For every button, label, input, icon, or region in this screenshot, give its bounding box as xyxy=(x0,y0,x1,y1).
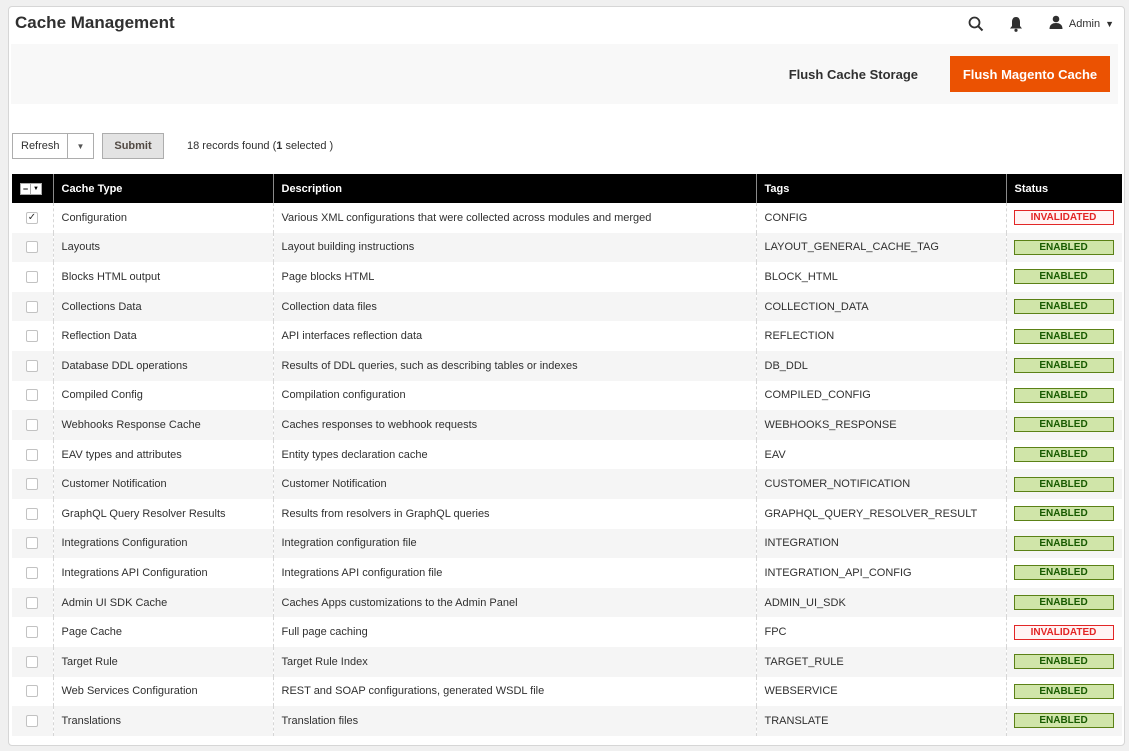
table-row[interactable] xyxy=(12,262,1122,292)
tags-cell: REFLECTION xyxy=(756,321,1006,351)
row-checkbox[interactable] xyxy=(26,508,38,520)
tags-cell: ADMIN_UI_SDK xyxy=(756,588,1006,618)
row-checkbox[interactable] xyxy=(26,597,38,609)
tags-cell: TARGET_RULE xyxy=(756,647,1006,677)
tags-cell: INTEGRATION_API_CONFIG xyxy=(756,558,1006,588)
description-cell: Translation files xyxy=(273,706,756,736)
status-cell xyxy=(1006,351,1122,381)
description-cell: Collection data files xyxy=(273,292,756,322)
cache-type-cell: Layouts xyxy=(53,233,273,263)
tags-cell: GRAPHQL_QUERY_RESOLVER_RESULT xyxy=(756,499,1006,529)
admin-username: Admin xyxy=(1068,18,1101,30)
status-badge: INVALIDATED xyxy=(1014,210,1114,225)
status-cell xyxy=(1006,499,1122,529)
row-checkbox[interactable] xyxy=(26,419,38,431)
cache-type-cell: Reflection Data xyxy=(53,321,273,351)
description-cell: Full page caching xyxy=(273,617,756,647)
flush-cache-storage-button[interactable]: Flush Cache Storage xyxy=(789,61,918,89)
cache-type-cell: Target Rule xyxy=(53,647,273,677)
description-cell: Entity types declaration cache xyxy=(273,440,756,470)
grid-body xyxy=(12,203,1122,736)
status-cell xyxy=(1006,677,1122,707)
status-cell xyxy=(1006,233,1122,263)
status-cell xyxy=(1006,469,1122,499)
row-select-cell xyxy=(12,588,53,618)
status-cell xyxy=(1006,262,1122,292)
row-checkbox[interactable] xyxy=(26,656,38,668)
status-badge: ENABLED xyxy=(1014,506,1114,521)
row-checkbox[interactable] xyxy=(26,567,38,579)
row-select-cell xyxy=(12,529,53,559)
cache-type-cell: Web Services Configuration xyxy=(53,677,273,707)
status-badge: ENABLED xyxy=(1014,240,1114,255)
description-cell: Customer Notification xyxy=(273,469,756,499)
table-row[interactable] xyxy=(12,499,1122,529)
row-select-cell xyxy=(12,706,53,736)
cache-grid xyxy=(12,174,1122,736)
description-cell: Results from resolvers in GraphQL queries xyxy=(273,499,756,529)
records-suffix: selected ) xyxy=(282,140,334,152)
table-row[interactable] xyxy=(12,677,1122,707)
description-cell: API interfaces reflection data xyxy=(273,321,756,351)
user-icon xyxy=(1049,15,1063,34)
row-checkbox[interactable] xyxy=(26,241,38,253)
row-select-cell xyxy=(12,381,53,411)
cache-type-cell: Collections Data xyxy=(53,292,273,322)
description-cell: Target Rule Index xyxy=(273,647,756,677)
records-prefix: 18 records found ( xyxy=(187,140,277,152)
tags-cell: WEBSERVICE xyxy=(756,677,1006,707)
caret-down-icon: ▼ xyxy=(1105,19,1114,29)
row-checkbox[interactable] xyxy=(26,271,38,283)
status-badge: ENABLED xyxy=(1014,477,1114,492)
cache-type-cell: Compiled Config xyxy=(53,381,273,411)
row-checkbox[interactable] xyxy=(26,478,38,490)
status-cell xyxy=(1006,529,1122,559)
status-cell xyxy=(1006,321,1122,351)
tags-cell: CUSTOMER_NOTIFICATION xyxy=(756,469,1006,499)
status-badge: ENABLED xyxy=(1014,269,1114,284)
table-row[interactable] xyxy=(12,558,1122,588)
status-cell xyxy=(1006,588,1122,618)
row-checkbox[interactable] xyxy=(26,301,38,313)
tags-cell: TRANSLATE xyxy=(756,706,1006,736)
row-checkbox[interactable] xyxy=(26,360,38,372)
tags-cell: WEBHOOKS_RESPONSE xyxy=(756,410,1006,440)
status-badge: ENABLED xyxy=(1014,536,1114,551)
tags-cell: CONFIG xyxy=(756,203,1006,233)
mass-select-dropdown-icon[interactable]: ▼ xyxy=(33,185,39,192)
grid-header-row xyxy=(12,174,1122,203)
table-row[interactable] xyxy=(12,233,1122,263)
cache-type-cell: Webhooks Response Cache xyxy=(53,410,273,440)
tags-cell: FPC xyxy=(756,617,1006,647)
records-count xyxy=(187,140,333,152)
table-row[interactable] xyxy=(12,351,1122,381)
cache-type-cell: Integrations API Configuration xyxy=(53,558,273,588)
row-select-cell xyxy=(12,233,53,263)
tags-cell: EAV xyxy=(756,440,1006,470)
description-cell: REST and SOAP configurations, generated WSDL file xyxy=(273,677,756,707)
row-checkbox[interactable] xyxy=(26,389,38,401)
page-header xyxy=(9,7,1124,43)
table-row[interactable] xyxy=(12,381,1122,411)
table-row[interactable] xyxy=(12,588,1122,618)
row-checkbox[interactable] xyxy=(26,330,38,342)
status-badge: ENABLED xyxy=(1014,684,1114,699)
table-row[interactable] xyxy=(12,617,1122,647)
table-row[interactable] xyxy=(12,529,1122,559)
cache-type-cell: Customer Notification xyxy=(53,469,273,499)
row-select-cell xyxy=(12,677,53,707)
mass-select-header[interactable] xyxy=(12,174,53,203)
description-cell: Integrations API configuration file xyxy=(273,558,756,588)
submit-button[interactable]: Submit xyxy=(102,133,164,159)
mass-action-select[interactable] xyxy=(12,133,94,159)
status-badge: INVALIDATED xyxy=(1014,625,1114,640)
table-row[interactable] xyxy=(12,440,1122,470)
page-actions xyxy=(11,44,1118,104)
search-icon[interactable] xyxy=(965,13,987,35)
status-cell xyxy=(1006,292,1122,322)
row-checkbox[interactable] xyxy=(26,626,38,638)
status-badge: ENABLED xyxy=(1014,447,1114,462)
status-cell xyxy=(1006,558,1122,588)
description-cell: Compilation configuration xyxy=(273,381,756,411)
table-row[interactable] xyxy=(12,706,1122,736)
cache-type-cell: Translations xyxy=(53,706,273,736)
row-checkbox[interactable] xyxy=(26,715,38,727)
status-badge: ENABLED xyxy=(1014,358,1114,373)
cache-type-cell: Blocks HTML output xyxy=(53,262,273,292)
description-cell: Caches Apps customizations to the Admin Panel xyxy=(273,588,756,618)
status-cell xyxy=(1006,381,1122,411)
row-select-cell xyxy=(12,410,53,440)
description-cell: Page blocks HTML xyxy=(273,262,756,292)
description-cell: Results of DDL queries, such as describing tables or indexes xyxy=(273,351,756,381)
status-cell xyxy=(1006,410,1122,440)
status-badge: ENABLED xyxy=(1014,388,1114,403)
cache-type-cell: Admin UI SDK Cache xyxy=(53,588,273,618)
cache-type-cell: Page Cache xyxy=(53,617,273,647)
bell-icon[interactable] xyxy=(1005,13,1027,35)
status-cell xyxy=(1006,440,1122,470)
header-actions xyxy=(965,12,1114,36)
row-select-cell xyxy=(12,351,53,381)
row-select-cell xyxy=(12,647,53,677)
table-row[interactable] xyxy=(12,469,1122,499)
description-cell: Caches responses to webhook requests xyxy=(273,410,756,440)
tags-cell: LAYOUT_GENERAL_CACHE_TAG xyxy=(756,233,1006,263)
row-select-cell xyxy=(12,469,53,499)
status-cell xyxy=(1006,647,1122,677)
status-badge: ENABLED xyxy=(1014,329,1114,344)
description-cell: Integration configuration file xyxy=(273,529,756,559)
cache-type-cell: GraphQL Query Resolver Results xyxy=(53,499,273,529)
row-checkbox[interactable]: ✓ xyxy=(27,212,37,224)
cache-type-cell: Configuration xyxy=(53,203,273,233)
tags-cell: COLLECTION_DATA xyxy=(756,292,1006,322)
flush-magento-cache-button[interactable]: Flush Magento Cache xyxy=(950,56,1110,92)
row-select-cell xyxy=(12,617,53,647)
description-cell: Layout building instructions xyxy=(273,233,756,263)
status-badge: ENABLED xyxy=(1014,417,1114,432)
table-row[interactable] xyxy=(12,647,1122,677)
row-select-cell xyxy=(12,558,53,588)
cache-type-cell: Database DDL operations xyxy=(53,351,273,381)
column-header-status: Status xyxy=(1006,174,1122,203)
selected-count: 1 xyxy=(276,140,283,152)
mass-select-control[interactable] xyxy=(20,183,42,195)
mass-action-bar xyxy=(12,133,333,159)
status-badge: ENABLED xyxy=(1014,713,1114,728)
table-row[interactable] xyxy=(12,321,1122,351)
table-row[interactable] xyxy=(12,410,1122,440)
status-badge: ENABLED xyxy=(1014,299,1114,314)
table-row[interactable] xyxy=(12,292,1122,322)
row-select-cell xyxy=(12,321,53,351)
row-checkbox[interactable] xyxy=(26,685,38,697)
status-cell xyxy=(1006,203,1122,233)
row-select-cell xyxy=(12,203,53,233)
mass-select-checkbox[interactable]: − xyxy=(21,184,31,194)
description-cell: Various XML configurations that were collected across modules and merged xyxy=(273,203,756,233)
tags-cell: COMPILED_CONFIG xyxy=(756,381,1006,411)
column-header-description: Description xyxy=(273,174,756,203)
mass-action-selected-value: Refresh xyxy=(21,140,60,152)
row-select-cell xyxy=(12,499,53,529)
tags-cell: BLOCK_HTML xyxy=(756,262,1006,292)
status-badge: ENABLED xyxy=(1014,654,1114,669)
column-header-cache-type: Cache Type xyxy=(53,174,273,203)
row-select-cell xyxy=(12,440,53,470)
chevron-down-icon[interactable]: ▼ xyxy=(67,134,93,158)
row-select-cell xyxy=(12,292,53,322)
status-badge: ENABLED xyxy=(1014,565,1114,580)
page-title: Cache Management xyxy=(15,13,175,32)
row-checkbox[interactable] xyxy=(26,537,38,549)
row-checkbox[interactable] xyxy=(26,449,38,461)
table-row[interactable] xyxy=(12,203,1122,233)
column-header-tags: Tags xyxy=(756,174,1006,203)
status-badge: ENABLED xyxy=(1014,595,1114,610)
status-cell xyxy=(1006,617,1122,647)
cache-type-cell: EAV types and attributes xyxy=(53,440,273,470)
cache-management-window xyxy=(8,6,1125,746)
row-select-cell xyxy=(12,262,53,292)
admin-user-menu[interactable] xyxy=(1049,15,1114,34)
status-cell xyxy=(1006,706,1122,736)
tags-cell: DB_DDL xyxy=(756,351,1006,381)
cache-type-cell: Integrations Configuration xyxy=(53,529,273,559)
tags-cell: INTEGRATION xyxy=(756,529,1006,559)
